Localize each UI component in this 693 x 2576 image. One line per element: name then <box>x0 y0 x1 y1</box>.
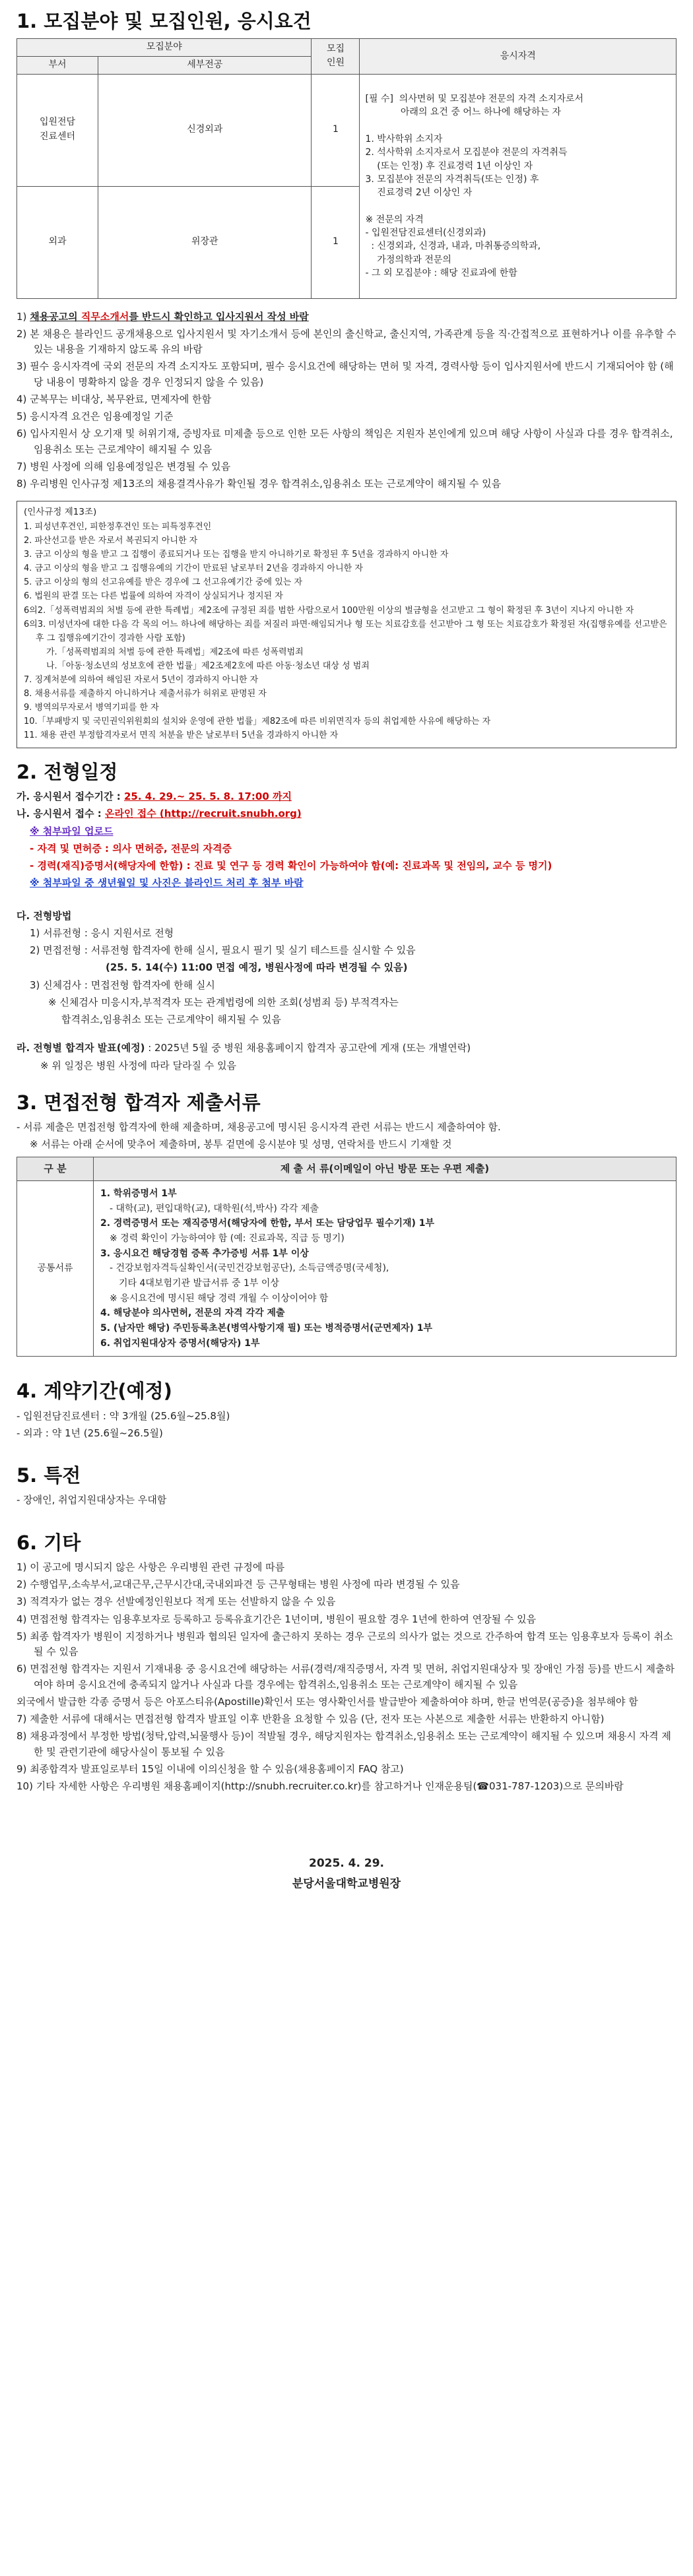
attach-title: ※ 첨부파일 업로드 <box>30 825 114 837</box>
note-item: 7) 병원 사정에 의해 임용예정일은 변경될 수 있음 <box>16 460 231 472</box>
th-subspecialty: 세부전공 <box>98 56 312 74</box>
row2-dept: 외과 <box>17 186 98 298</box>
recruit-site-link[interactable]: 온라인 접수 (http://recruit.snubh.org) <box>105 808 302 820</box>
misc-item: 5) 최종 합격자가 병원이 지정하거나 병원과 협의된 일자에 출근하지 못하는 경우 근로의 의사가 없는 것으로 간주하여 합격 또는 임용후보자 등록이 취소될 수 있음 <box>16 1630 673 1658</box>
proc-1: 1) 서류전형 : 응시 지원서로 전형 <box>30 926 174 939</box>
row2-count: 1 <box>312 186 360 298</box>
attach-2: - 경력(재직)증명서(해당자에 한함) : 진료 및 연구 등 경력 확인이 가능하여야 함(예: 진료과목 및 전임의, 교수 등 명기) <box>30 860 552 872</box>
box-item: 6의2.「성폭력범죄의 처벌 등에 관한 특례법」제2조에 규정된 죄를 범한 사람으로서 100만원 이상의 벌금형을 선고받고 그 형이 확정된 후 3년이 지나지 아니한 자 <box>24 605 634 616</box>
attach-note: ※ 첨부파일 중 생년월일 및 사진은 블라인드 처리 후 첨부 바람 <box>30 877 304 889</box>
doc-line: 5. (남자만 해당) 주민등록초본(병역사항기재 필) 또는 병적증명서(군면제자) 1부 <box>100 1323 433 1334</box>
doc-line: 6. 취업지원대상자 증명서(해당자) 1부 <box>100 1337 260 1349</box>
contract-line-2: - 외과 : 약 1년 (25.6월~26.5월) <box>16 1427 163 1439</box>
th-docs: 제 출 서 류(이메일이 아닌 방문 또는 우편 제출) <box>94 1157 676 1180</box>
doc-line: 4. 해당분야 의사면허, 전문의 자격 각각 제출 <box>100 1308 285 1319</box>
section1-heading: 1. 모집분야 및 모집인원, 응시요건 <box>16 10 312 32</box>
benefit-line: - 장애인, 취업지원대상자는 우대함 <box>16 1494 167 1506</box>
th-kind: 구 분 <box>17 1157 94 1180</box>
box-title: (인사규정 제13조) <box>24 507 97 518</box>
note-item: 1) 채용공고의 직무소개서를 반드시 확인하고 입사지원서 작성 바람 <box>16 310 309 323</box>
intro-2: ※ 서류는 아래 순서에 맞추어 제출하며, 봉투 겉면에 응시분야 및 성명, 연락처를 반드시 기재할 것 <box>30 1138 452 1151</box>
box-subitem: 가.「성폭력범죄의 처벌 등에 관한 특례법」제2조에 따른 성폭력범죄 <box>46 647 304 657</box>
box-item: 1. 피성년후견인, 피한정후견인 또는 피특정후견인 <box>24 522 212 532</box>
signature-block <box>16 1853 676 1894</box>
note-item: 4) 군복무는 비대상, 복무완료, 면제자에 한함 <box>16 393 212 405</box>
box-item: 9. 병역의무자로서 병역기피를 한 자 <box>24 702 159 713</box>
box-item: 7. 징계처분에 의하여 해임된 자로서 5년이 경과하지 아니한 자 <box>24 674 259 685</box>
schedule-section <box>16 789 676 1074</box>
row1-count: 1 <box>312 74 360 186</box>
box-subitem: 나.「아동·청소년의 성보호에 관한 법률」제2조제2호에 따른 아동·청소년 대상 성 범죄 <box>46 660 370 671</box>
attach-1: - 자격 및 면허증 : 의사 면허증, 전문의 자격증 <box>30 842 232 854</box>
docs-cell <box>94 1180 676 1356</box>
box-item: 2. 파산선고를 받은 자로서 복권되지 아니한 자 <box>24 536 198 546</box>
section5-heading: 5. 특전 <box>16 1464 81 1487</box>
box-item: 10.「부패방지 및 국민권익위원회의 설치와 운영에 관한 법률」제82조에 따른 비위면직자 등의 취업제한 사유에 해당하는 자 <box>24 716 491 726</box>
section6-heading: 6. 기타 <box>16 1531 81 1554</box>
sign-org: 분당서울대학교병원장 <box>292 1877 401 1890</box>
note-item: 8) 우리병원 인사규정 제13조의 채용결격사유가 확인될 경우 합격취소,임용취소 또는 근로계약이 해지될 수 있음 <box>16 478 502 490</box>
contract-section <box>16 1409 676 1442</box>
sign-date: 2025. 4. 29. <box>308 1857 384 1871</box>
misc-item: 2) 수행업무,소속부서,교대근무,근무시간대,국내외파견 등 근무형태는 병원 사정에 따라 변경될 수 있음 <box>16 1578 460 1591</box>
proc-3c: 합격취소,임용취소 또는 근로계약이 해지될 수 있음 <box>61 1014 281 1026</box>
box-item: 5. 금고 이상의 형의 선고유예를 받은 경우에 그 선고유예기간 중에 있는 자 <box>24 577 303 588</box>
benefit-section <box>16 1493 676 1508</box>
note-item: 2) 본 채용은 블라인드 공개채용으로 입사지원서 및 자기소개서 등에 본인의 출신학교, 출신지역, 가족관계 등을 직·간접적으로 표현하거나 이를 유추할 수 있는 내용을 기재하지 않도록 유의 바람 <box>16 327 676 356</box>
doc-line: 3. 응시요건 해당경험 증폭 추가증빙 서류 1부 이상 <box>100 1248 309 1259</box>
misc-item: 8) 채용과정에서 부정한 방법(청탁,압력,뇌물행사 등)이 적발될 경우, 해당지원자는 합격취소,임용취소 또는 근로계약이 해지될 수 있으며 채용시 자격 제한 및 관련기관에 해당사실이 통보될 수 있음 <box>16 1730 671 1758</box>
misc-item: 1) 이 공고에 명시되지 않은 사항은 우리병원 관련 규정에 따름 <box>16 1561 285 1573</box>
row2-sub: 위장관 <box>98 186 312 298</box>
doc-line: - 건강보험자격득실확인서(국민건강보험공단), 소득금액증명(국세청), <box>110 1263 389 1274</box>
row1-dept: 입원전담 진료센터 <box>17 74 98 186</box>
doc-line: - 대학(교), 편입대학(교), 대학원(석,박사) 각각 제출 <box>110 1203 319 1214</box>
box-item: 8. 채용서류를 제출하지 아니하거나 제출서류가 허위로 판명된 자 <box>24 688 267 699</box>
th-requirement: 응시자격 <box>360 39 676 74</box>
submission-intro <box>16 1120 676 1153</box>
section3-heading: 3. 면접전형 합격자 제출서류 <box>16 1091 261 1114</box>
contract-line-1: - 입원전담진료센터 : 약 3개월 (25.6월~25.8월) <box>16 1409 230 1422</box>
proc-3: 3) 신체검사 : 면접전형 합격자에 한해 실시 <box>30 979 215 991</box>
section4-heading: 4. 계약기간(예정) <box>16 1380 172 1403</box>
proc-2: 2) 면접전형 : 서류전형 합격자에 한해 실시, 필요시 필기 및 실기 테스트를 실시할 수 있음 <box>30 944 416 957</box>
box-item: 11. 채용 관련 부정합격자로서 면직 처분을 받은 날로부터 5년을 경과하지 아니한 자 <box>24 730 339 740</box>
misc-item: 3) 적격자가 없는 경우 선발예정인원보다 적게 또는 선발하지 않을 수 있음 <box>16 1595 336 1608</box>
th-dept: 부서 <box>17 56 98 74</box>
row1-sub: 신경외과 <box>98 74 312 186</box>
proc-3b: ※ 신체검사 미응시자,부적격자 또는 관계법령에 의한 조회(성범죄 등) 부적격자는 <box>48 996 399 1008</box>
misc-item: 10) 기타 자세한 사항은 우리병원 채용홈페이지(http://snubh.recruiter.co.kr)를 참고하거나 인재운용팀(☎031-787-1203)으로 문의바람 <box>16 1780 624 1793</box>
box-item: 6의3. 미성년자에 대한 다음 각 목의 어느 하나에 해당하는 죄를 저질러 파면·해임되거나 형 또는 치료감호를 선고받아 그 형 또는 치료감호가 확정된 자(집행유예를 선고받은 후 그 집행유예기간이 경과한 사람 포함) <box>24 619 667 643</box>
note-item: 5) 응시자격 요건은 임용예정일 기준 <box>16 410 174 423</box>
misc-item: 7) 제출한 서류에 대해서는 면접전형 합격자 발표일 이후 반환을 요청할 수 있음 (단, 전자 또는 사본으로 제출한 서류는 반환하지 아니함) <box>16 1713 605 1725</box>
box-item: 4. 금고 이상의 형을 받고 그 집행유예의 기간이 만료된 날로부터 2년을 경과하지 아니한 자 <box>24 564 363 574</box>
proc-2b: (25. 5. 14(수) 11:00 면접 예정, 병원사정에 따라 변경될 수 있음) <box>106 961 408 974</box>
misc-item: 6) 면접전형 합격자는 지원서 기재내용 중 응시요건에 해당하는 서류(경력/재직증명서, 자격 및 면허, 취업지원대상자 및 장애인 가점 등)를 반드시 제출하여야 하며 응시요건에 충족되지 않거나 사실과 다를 경우에는 합격취소,임용취소 또는 근로계약이 해지될 수 있음 <box>16 1663 675 1690</box>
misc-list <box>16 1560 676 1795</box>
box-item: 3. 금고 이상의 형을 받고 그 집행이 종료되거나 또는 집행을 받지 아니하기로 확정된 후 5년을 경과하지 아니한 자 <box>24 550 449 560</box>
requirement-text: [필 수] 의사면허 및 모집분야 전문의 자격 소지자로서 아래의 요건 중 어느 하나에 해당하는 자 1. 박사학위 소지자 2. 석사학위 소지자로서 모집분야 전문의 자격취득 (또는 인정) 후 진료경력 1년 이상인 자 3. 모집분야 전문의 자격취득(또는 인정) 후 진료경력 2년 이상인 자 ※ 전문의 자격 - 입원전담진료센터(신경외과) : 신경외과, 신경과, 내과, 마취통증의학과, 가정의학과 전문의 - 그 외 모집분야 : 해당 진료과에 한함 <box>360 74 676 298</box>
application-method: 나. 응시원서 접수 : 온라인 접수 (http://recruit.snubh.org) <box>16 808 302 820</box>
recruitment-table <box>16 38 676 298</box>
disqualification-box <box>16 501 676 748</box>
doc-line: ※ 응시요건에 명시된 해당 경력 개월 수 이상이어야 함 <box>110 1293 329 1304</box>
proc-title: 다. 전형방법 <box>16 909 72 922</box>
row-common-label: 공통서류 <box>17 1180 94 1356</box>
th-field: 모집분야 <box>17 39 312 57</box>
doc-line: 기타 4대보험기관 발급서류 중 1부 이상 <box>119 1278 279 1289</box>
notes-list <box>16 309 676 492</box>
misc-item: 4) 면접전형 합격자는 임용후보자로 등록하고 등록유효기간은 1년이며, 병원이 필요할 경우 1년에 한하여 연장될 수 있음 <box>16 1613 537 1625</box>
section2-heading: 2. 전형일정 <box>16 760 118 783</box>
application-period: 가. 응시원서 접수기간 : 25. 4. 29.~ 25. 5. 8. 17:00 까지 <box>16 790 292 803</box>
announce-note: ※ 위 일정은 병원 사정에 따라 달라질 수 있음 <box>40 1059 237 1072</box>
box-item: 6. 법원의 판결 또는 다른 법률에 의하여 자격이 상실되거나 정지된 자 <box>24 591 283 602</box>
th-count: 모집 인원 <box>312 39 360 74</box>
note-item: 6) 입사지원서 상 오기재 및 허위기재, 증빙자료 미제출 등으로 인한 모든 사항의 책임은 지원자 본인에게 있으며 해당 사항이 사실과 다를 경우 합격취소, 임용취소 또는 근로계약이 해지될 수 있음 <box>16 428 673 455</box>
intro-1: - 서류 제출은 면접전형 합격자에 한해 제출하며, 채용공고에 명시된 응시자격 관련 서류는 반드시 제출하여야 함. <box>16 1121 501 1134</box>
announce-line: 라. 전형별 합격자 발표(예정) : 2025년 5월 중 병원 채용홈페이지 합격자 공고란에 게재 (또는 개별연락) <box>16 1042 471 1054</box>
documents-table <box>16 1157 676 1357</box>
misc-item: 외국에서 발급한 각종 증명서 등은 아포스티유(Apostille)확인서 또는 영사확인서를 발급받아 제출하여야 하며, 한글 번역문(공증)을 첨부해야 함 <box>16 1695 638 1708</box>
doc-line: ※ 경력 확인이 가능하여야 함 (예: 진료과목, 직급 등 명기) <box>110 1233 345 1244</box>
note-item: 3) 필수 응시자격에 국외 전문의 자격 소지자도 포함되며, 필수 응시요건에 해당하는 면허 및 자격, 경력사항 등이 입사지원서에 반드시 기재되어야 함 (해당 내용이 명확하지 않을 경우 인정되지 않을 수 있음) <box>16 360 674 388</box>
doc-line: 1. 학위증명서 1부 <box>100 1188 177 1199</box>
misc-item: 9) 최종합격자 발표일로부터 15일 이내에 이의신청을 할 수 있음(채용홈페이지 FAQ 참고) <box>16 1762 404 1775</box>
doc-line: 2. 경력증명서 또는 재직증명서(해당자에 한함, 부서 또는 담당업무 필수기재) 1부 <box>100 1218 435 1229</box>
